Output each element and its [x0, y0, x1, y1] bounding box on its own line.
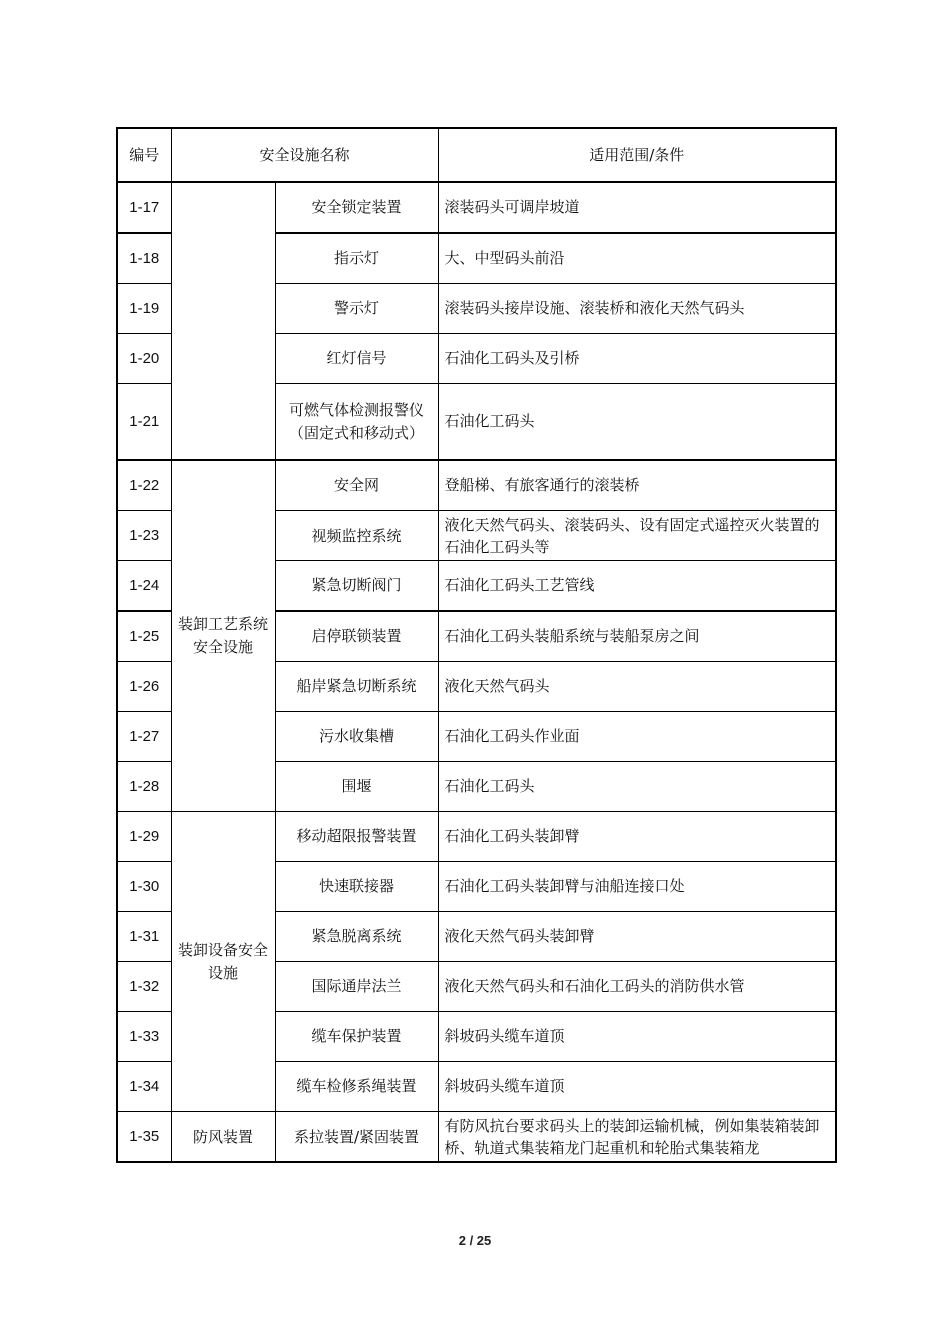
facility-scope: 石油化工码头装卸臂与油船连接口处 [438, 862, 836, 912]
facility-scope: 液化天然气码头、滚装码头、设有固定式遥控灭火装置的石油化工码头等 [438, 511, 836, 561]
facility-scope: 石油化工码头作业面 [438, 712, 836, 762]
category-cell: 装卸工艺系统安全设施 [171, 460, 275, 812]
row-number: 1-30 [117, 862, 171, 912]
category-cell: 装卸设备安全设施 [171, 812, 275, 1112]
row-number: 1-28 [117, 762, 171, 812]
facility-name: 缆车检修系绳装置 [275, 1062, 438, 1112]
row-number: 1-29 [117, 812, 171, 862]
page-number: 2 / 25 [458, 1233, 492, 1248]
facility-scope: 石油化工码头工艺管线 [438, 561, 836, 612]
facility-name: 围堰 [275, 762, 438, 812]
facility-name: 国际通岸法兰 [275, 962, 438, 1012]
facility-scope: 石油化工码头 [438, 762, 836, 812]
category-cell [171, 182, 275, 460]
facility-scope: 斜坡码头缆车道顶 [438, 1062, 836, 1112]
facility-name: 移动超限报警装置 [275, 812, 438, 862]
row-number: 1-26 [117, 662, 171, 712]
facility-scope: 斜坡码头缆车道顶 [438, 1012, 836, 1062]
row-number: 1-34 [117, 1062, 171, 1112]
facility-name: 安全锁定装置 [275, 182, 438, 233]
facility-scope: 大、中型码头前沿 [438, 233, 836, 284]
safety-facilities-table [116, 127, 837, 1163]
facility-name: 缆车保护装置 [275, 1012, 438, 1062]
row-number: 1-17 [117, 182, 171, 233]
facility-name: 警示灯 [275, 284, 438, 334]
row-number: 1-20 [117, 334, 171, 384]
facility-name: 红灯信号 [275, 334, 438, 384]
header-name: 安全设施名称 [171, 128, 438, 182]
facility-scope: 液化天然气码头和石油化工码头的消防供水管 [438, 962, 836, 1012]
row-number: 1-24 [117, 561, 171, 612]
facility-scope: 液化天然气码头装卸臂 [438, 912, 836, 962]
facility-name: 快速联接器 [275, 862, 438, 912]
row-number: 1-31 [117, 912, 171, 962]
table-row [117, 182, 836, 233]
facility-scope: 石油化工码头 [438, 384, 836, 461]
facility-scope: 滚装码头接岸设施、滚装桥和液化天然气码头 [438, 284, 836, 334]
facility-name: 紧急切断阀门 [275, 561, 438, 612]
facility-name: 视频监控系统 [275, 511, 438, 561]
facility-name: 船岸紧急切断系统 [275, 662, 438, 712]
facility-name: 指示灯 [275, 233, 438, 284]
row-number: 1-21 [117, 384, 171, 461]
header-no: 编号 [117, 128, 171, 182]
facility-name: 污水收集槽 [275, 712, 438, 762]
facility-name: 启停联锁装置 [275, 611, 438, 662]
header-scope: 适用范围/条件 [438, 128, 836, 182]
row-number: 1-32 [117, 962, 171, 1012]
facility-name: 安全网 [275, 460, 438, 511]
facility-scope: 石油化工码头装船系统与装船泵房之间 [438, 611, 836, 662]
row-number: 1-33 [117, 1012, 171, 1062]
facility-scope: 石油化工码头及引桥 [438, 334, 836, 384]
facility-scope: 登船梯、有旅客通行的滚装桥 [438, 460, 836, 511]
table-row [117, 812, 836, 862]
row-number: 1-23 [117, 511, 171, 561]
table-row [117, 1112, 836, 1163]
facility-scope: 石油化工码头装卸臂 [438, 812, 836, 862]
facility-scope: 有防风抗台要求码头上的装卸运输机械，例如集装箱装卸桥、轨道式集装箱龙门起重机和轮胎式集装箱龙 [438, 1112, 836, 1163]
row-number: 1-25 [117, 611, 171, 662]
facility-name: 系拉装置/紧固装置 [275, 1112, 438, 1163]
row-number: 1-22 [117, 460, 171, 511]
table-row [117, 460, 836, 511]
facility-scope: 液化天然气码头 [438, 662, 836, 712]
category-cell: 防风装置 [171, 1112, 275, 1163]
facility-name: 紧急脱离系统 [275, 912, 438, 962]
row-number: 1-19 [117, 284, 171, 334]
table-header-row [117, 128, 836, 182]
row-number: 1-18 [117, 233, 171, 284]
facility-scope: 滚装码头可调岸坡道 [438, 182, 836, 233]
facility-name: 可燃气体检测报警仪（固定式和移动式） [275, 384, 438, 461]
row-number: 1-27 [117, 712, 171, 762]
row-number: 1-35 [117, 1112, 171, 1163]
